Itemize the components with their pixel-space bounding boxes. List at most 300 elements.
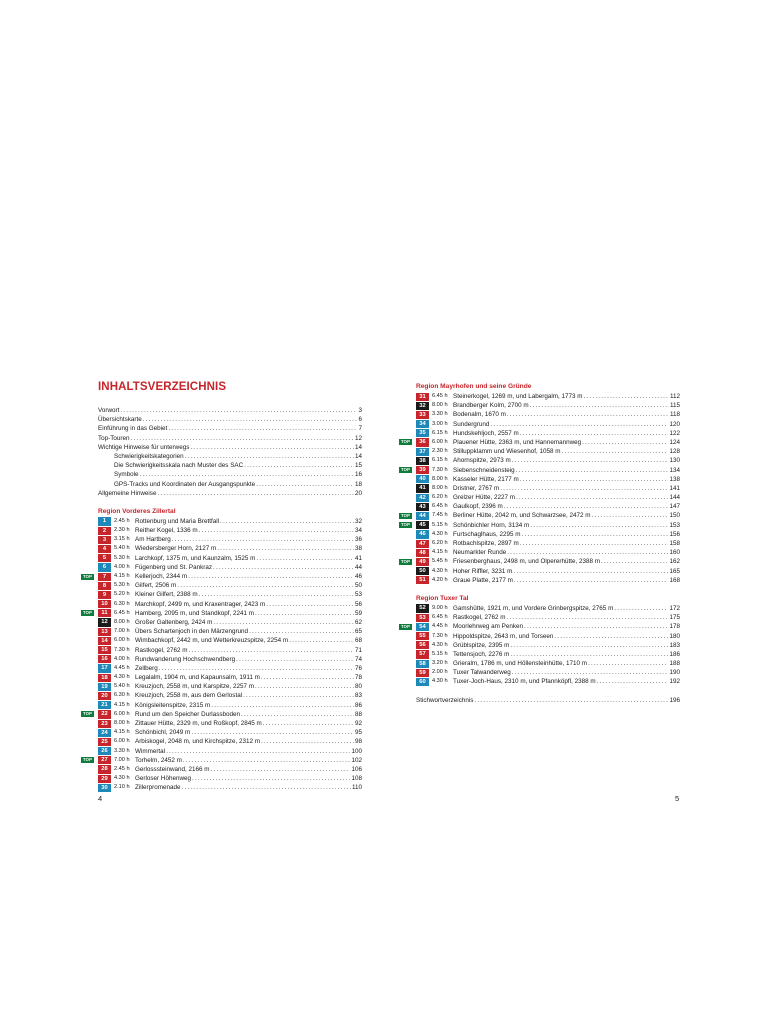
leader-dots	[507, 548, 668, 557]
tour-name: Sundergrund	[453, 420, 490, 428]
tour-name: Am Hartberg	[135, 536, 171, 544]
tour-number: 27	[98, 756, 111, 764]
tour-entry[interactable]	[401, 622, 680, 631]
toc-entry[interactable]	[416, 696, 680, 705]
tour-entry[interactable]	[416, 429, 680, 438]
tour-name: Rotbachlspitze, 2897 m	[453, 540, 519, 547]
tour-duration: 8.00 h	[432, 402, 448, 409]
tour-duration: 8.00 h	[432, 484, 448, 491]
tour-number: 17	[98, 664, 111, 672]
tour-number: 15	[98, 646, 111, 654]
tour-entry[interactable]	[98, 682, 362, 691]
top-tour-badge: TOP	[401, 522, 411, 528]
tour-number: 46	[416, 530, 429, 538]
leader-dots	[177, 581, 354, 590]
tour-name: Rundwanderung Hochschwendberg	[135, 655, 236, 663]
tour-name: Legalalm, 1904 m, und Kapaunsalm, 1911 m	[135, 674, 260, 682]
leader-dots	[211, 701, 354, 710]
tour-number: 33	[416, 411, 429, 419]
tour-name: Rastkogel, 2762 m	[135, 646, 188, 654]
tour-name: Wimbachkopf, 2442 m, und Wetterkreuzspitze, 2254 m	[135, 637, 289, 645]
tour-name: Torhelm, 2452 m	[135, 756, 182, 764]
tour-name: Plauener Hütte, 2363 m, und Hannemannweg	[453, 438, 582, 446]
tour-entry[interactable]	[98, 627, 362, 636]
leader-dots	[190, 443, 354, 452]
tour-name: Steinerkogel, 1269 m, und Labergalm, 1773 m	[453, 393, 583, 400]
tour-name: Hippoldspitze, 2643 m, und Torseen	[453, 632, 554, 640]
tour-entry[interactable]	[83, 756, 362, 765]
leader-dots	[255, 682, 354, 691]
tour-duration: 2.30 h	[432, 448, 448, 455]
tour-page: 160	[669, 549, 680, 557]
tour-page: 50	[354, 582, 362, 590]
tour-entry[interactable]	[401, 511, 680, 520]
tour-page: 190	[669, 669, 680, 677]
front-matter-list	[98, 406, 362, 498]
top-tour-badge: TOP	[401, 623, 411, 629]
tour-duration: 5.40 h	[114, 545, 130, 552]
tour-name: Furtschaglhaus, 2295 m	[453, 530, 521, 538]
tour-entry[interactable]	[416, 677, 680, 686]
tour-entry[interactable]	[98, 655, 362, 664]
toc-entry-label: Allgemeine Hinweise	[98, 489, 157, 497]
tour-duration: 7.30 h	[432, 466, 448, 473]
tour-name: Kleiner Gilfert, 2388 m	[135, 591, 198, 599]
toc-entry[interactable]	[98, 470, 362, 479]
tour-number: 39	[416, 466, 429, 474]
leader-dots	[249, 627, 354, 636]
tour-entry[interactable]	[401, 557, 680, 566]
region-tour-list	[401, 392, 680, 585]
tour-entry[interactable]	[98, 783, 362, 792]
leader-dots	[199, 526, 354, 535]
tour-number: 35	[416, 429, 429, 437]
region-title: Region Vorderes Zillertal	[98, 507, 176, 515]
toc-entry-label: Übersichtskarte	[98, 416, 142, 424]
tour-number: 42	[416, 494, 429, 502]
tour-name: Gerlosssteinwand, 2166 m	[135, 765, 210, 773]
tour-entry[interactable]	[98, 535, 362, 544]
tour-entry[interactable]	[83, 710, 362, 719]
toc-entry[interactable]	[98, 452, 362, 461]
tour-duration: 9.00 h	[432, 604, 448, 611]
region-tour-list	[401, 604, 680, 687]
tour-name: Hoher Riffler, 3231 m	[453, 567, 513, 575]
tour-name: Grelzer Hütte, 2227 m	[453, 494, 515, 502]
toc-entry[interactable]	[98, 480, 362, 489]
tour-entry[interactable]	[416, 475, 680, 484]
tour-entry[interactable]	[416, 613, 680, 622]
tour-duration: 4.20 h	[432, 576, 448, 583]
tour-duration: 5.30 h	[114, 554, 130, 561]
tour-entry[interactable]	[416, 548, 680, 557]
leader-dots	[261, 737, 354, 746]
tour-duration: 6.45 h	[432, 393, 448, 399]
tour-number: 10	[98, 600, 111, 608]
tour-entry[interactable]	[416, 539, 680, 548]
tour-number: 57	[416, 650, 429, 658]
leader-dots	[507, 613, 669, 622]
tour-entry[interactable]	[98, 673, 362, 682]
tour-entry[interactable]	[98, 646, 362, 655]
tour-duration: 8.00 h	[114, 720, 130, 726]
tour-page: 102	[351, 756, 362, 764]
tour-page: 34	[354, 527, 362, 535]
tour-number: 3	[98, 536, 111, 544]
tour-page: 98	[354, 738, 362, 746]
toc-entry-page: 12	[354, 434, 362, 442]
toc-entry-page: 14	[354, 443, 362, 451]
toc-entry-page: 3	[358, 407, 362, 414]
tour-number: 1	[98, 517, 111, 525]
tour-number: 44	[416, 512, 429, 520]
tour-entry[interactable]	[416, 493, 680, 502]
tour-page: 138	[669, 475, 680, 483]
tour-page: 62	[354, 618, 362, 626]
tour-duration: 5.20 h	[114, 591, 130, 598]
tour-page: 134	[669, 466, 680, 474]
tour-entry[interactable]	[98, 774, 362, 783]
tour-number: 52	[416, 604, 429, 612]
leader-dots	[188, 572, 354, 581]
top-tour-badge: TOP	[83, 757, 93, 763]
leader-dots	[211, 765, 351, 774]
tour-entry[interactable]	[98, 581, 362, 590]
tour-number: 45	[416, 521, 429, 529]
tour-page: 108	[351, 775, 362, 783]
tour-name: Arbiskogel, 2048 m, und Kirchspitze, 2312 m	[135, 738, 260, 746]
leader-dots	[530, 401, 669, 410]
tour-page: 92	[354, 720, 362, 727]
tour-number: 41	[416, 484, 429, 492]
tour-page: 183	[669, 641, 680, 649]
tour-entry[interactable]	[401, 466, 680, 475]
tour-entry[interactable]	[416, 668, 680, 677]
tour-name: Berliner Hütte, 2042 m, und Schwarzsee, 2472 m	[453, 512, 591, 520]
leader-dots	[588, 659, 668, 668]
tour-page: 178	[669, 623, 680, 631]
tour-page: 124	[669, 438, 680, 446]
tour-duration: 2.45 h	[114, 517, 130, 524]
tour-duration: 2.45 h	[114, 765, 130, 772]
tour-entry[interactable]	[416, 650, 680, 659]
tour-name: Bodenalm, 1670 m	[453, 411, 506, 419]
toc-entry[interactable]	[98, 489, 362, 498]
tour-entry[interactable]	[83, 609, 362, 618]
tour-entry[interactable]	[416, 659, 680, 668]
tour-duration: 8.00 h	[114, 618, 130, 625]
leader-dots	[584, 392, 669, 401]
leader-dots	[199, 590, 354, 599]
tour-page: 158	[669, 540, 680, 547]
tour-page: 59	[354, 609, 362, 617]
tour-entry[interactable]	[416, 632, 680, 641]
leader-dots	[561, 447, 668, 456]
tour-name: Reither Kogel, 1336 m	[135, 527, 198, 535]
tour-duration: 5.15 h	[432, 521, 448, 528]
tour-page: 180	[669, 632, 680, 640]
tour-entry[interactable]	[416, 576, 680, 585]
tour-number: 53	[416, 614, 429, 622]
tour-page: 71	[354, 646, 362, 654]
tour-page: 46	[354, 573, 362, 580]
leader-dots	[183, 756, 351, 765]
tour-name: Kellerjoch, 2344 m	[135, 573, 188, 580]
tour-page: 74	[354, 655, 362, 663]
tour-name: Ahornspitze, 2973 m	[453, 457, 511, 465]
tour-entry[interactable]	[416, 420, 680, 429]
tour-entry[interactable]	[98, 747, 362, 756]
top-tour-badge: TOP	[83, 610, 93, 616]
tour-number: 55	[416, 632, 429, 640]
tour-page: 68	[354, 637, 362, 645]
leader-dots	[131, 434, 354, 443]
leader-dots	[490, 420, 668, 429]
tour-duration: 6.45 h	[432, 503, 448, 510]
toc-entry[interactable]	[98, 461, 362, 470]
tour-duration: 5.40 h	[114, 683, 130, 690]
tour-entry[interactable]	[98, 563, 362, 572]
leader-dots	[189, 646, 354, 655]
tour-duration: 4.00 h	[114, 563, 130, 570]
tour-name: Stilluppklamm und Wiesenhof, 1058 m	[453, 448, 561, 456]
toc-left-column	[83, 380, 362, 793]
leader-dots	[157, 489, 354, 498]
tour-duration: 5.45 h	[432, 558, 448, 565]
tour-page: 141	[669, 484, 680, 492]
tour-duration: 4.15 h	[432, 549, 448, 556]
tour-duration: 5.15 h	[432, 650, 448, 657]
top-tour-badge: TOP	[401, 467, 411, 472]
tour-page: 110	[351, 784, 362, 792]
tour-entry[interactable]	[416, 530, 680, 539]
tour-page: 41	[354, 554, 362, 562]
tour-number: 37	[416, 448, 429, 456]
tour-entry[interactable]	[98, 719, 362, 728]
tour-page: 186	[669, 650, 680, 658]
tour-name: Gerloser Höhenweg	[135, 775, 192, 783]
tour-number: 36	[416, 438, 429, 446]
tour-number: 50	[416, 567, 429, 575]
tour-entry[interactable]	[98, 664, 362, 673]
tour-name: Fügenberg und St. Pankraz	[135, 563, 213, 571]
tour-entry[interactable]	[98, 554, 362, 563]
tour-name: Rund um den Speicher Durlassboden	[135, 710, 241, 718]
tour-number: 23	[98, 720, 111, 728]
tour-entry[interactable]	[98, 544, 362, 553]
leader-dots	[266, 600, 354, 609]
tour-name: Gilfert, 2506 m	[135, 582, 177, 590]
tour-duration: 7.45 h	[432, 512, 448, 519]
tour-entry[interactable]	[98, 526, 362, 535]
tour-duration: 7.00 h	[114, 756, 130, 763]
leader-dots	[513, 567, 668, 576]
top-tour-badge: TOP	[401, 512, 411, 518]
tour-number: 40	[416, 475, 429, 483]
top-tour-badge: TOP	[401, 439, 411, 445]
leader-dots	[255, 609, 354, 618]
leader-dots	[597, 677, 669, 686]
tour-page: 168	[669, 576, 680, 584]
tour-page: 115	[669, 402, 680, 410]
tour-number: 34	[416, 420, 429, 428]
tour-page: 162	[669, 558, 680, 566]
tour-entry[interactable]	[416, 447, 680, 456]
tour-duration: 4.30 h	[432, 530, 448, 537]
leader-dots	[159, 664, 354, 673]
tour-page: 76	[354, 664, 362, 672]
tour-entry[interactable]	[98, 636, 362, 645]
tour-entry[interactable]	[416, 641, 680, 650]
tour-page: 38	[354, 545, 362, 553]
tour-entry[interactable]	[416, 410, 680, 419]
tour-page: 118	[669, 411, 680, 419]
tour-name: Siebenschneidensteig	[453, 466, 515, 474]
tour-entry[interactable]	[98, 728, 362, 737]
tour-number: 12	[98, 618, 111, 626]
tour-name: Friesenberghaus, 2498 m, und Olpererhütte, 2388 m	[453, 558, 601, 566]
toc-entry-page: 14	[354, 452, 362, 460]
tour-entry[interactable]	[98, 618, 362, 627]
toc-entry[interactable]	[98, 415, 362, 424]
tour-name: Wiedersberger Horn, 2127 m	[135, 545, 217, 553]
leader-dots	[516, 466, 669, 475]
tour-duration: 4.30 h	[114, 674, 130, 681]
tour-page: 144	[669, 494, 680, 502]
tour-entry[interactable]	[416, 456, 680, 465]
tour-entry[interactable]	[401, 438, 680, 447]
tour-entry[interactable]	[416, 401, 680, 410]
tour-name: Tuxer Talwanderweg	[453, 669, 511, 677]
leader-dots	[241, 710, 354, 719]
tour-duration: 6.20 h	[432, 540, 448, 546]
toc-entry-page: 18	[354, 480, 362, 488]
tour-number: 25	[98, 738, 111, 746]
tour-number: 30	[98, 784, 111, 792]
leader-dots	[192, 774, 350, 783]
tour-number: 13	[98, 628, 111, 636]
tour-entry[interactable]	[98, 691, 362, 700]
tour-duration: 6.30 h	[114, 692, 130, 699]
tour-name: Rastkogel, 2762 m	[453, 614, 506, 622]
tour-name: Schönbichler Horn, 3134 m	[453, 521, 530, 529]
toc-entry-page: 20	[354, 489, 362, 497]
toc-entry-page: 6	[358, 416, 362, 424]
tour-page: 112	[669, 393, 680, 400]
tour-page: 56	[354, 600, 362, 608]
leader-dots	[614, 604, 668, 613]
tour-duration: 4.15 h	[114, 573, 130, 579]
leader-dots	[512, 456, 669, 465]
tour-number: 9	[98, 591, 111, 599]
back-matter-list	[416, 696, 680, 705]
leader-dots	[140, 470, 354, 479]
tour-entry[interactable]	[416, 604, 680, 613]
tour-duration: 3.15 h	[114, 536, 130, 543]
tour-page: 147	[669, 503, 680, 511]
toc-right-column	[401, 382, 680, 705]
tour-number: 19	[98, 683, 111, 691]
tour-number: 4	[98, 545, 111, 553]
toc-entry-page: 196	[669, 696, 680, 704]
leader-dots	[185, 452, 354, 461]
tour-entry[interactable]	[98, 737, 362, 746]
leader-dots	[256, 554, 354, 563]
tour-number: 56	[416, 641, 429, 649]
tour-entry[interactable]	[416, 567, 680, 576]
leader-dots	[236, 655, 354, 664]
tour-name: Gamshütte, 1921 m, und Vordere Grinbergspitze, 2765 m	[453, 604, 614, 612]
tour-entry[interactable]	[98, 600, 362, 609]
tour-page: 150	[669, 512, 680, 520]
tour-name: Grieralm, 1786 m, und Höllensteinhütte, 1710 m	[453, 660, 588, 668]
tour-page: 128	[669, 448, 680, 456]
tour-duration: 7.00 h	[114, 628, 130, 635]
tour-entry[interactable]	[401, 521, 680, 530]
leader-dots	[256, 480, 354, 489]
leader-dots	[514, 576, 669, 585]
tour-duration: 3.30 h	[432, 411, 448, 418]
tour-number: 2	[98, 527, 111, 535]
tour-number: 51	[416, 576, 429, 584]
tour-entry[interactable]	[416, 502, 680, 511]
tour-page: 175	[669, 614, 680, 622]
tour-entry[interactable]	[83, 572, 362, 581]
tour-name: Larchkopf, 1375 m, und Kaunzalm, 1525 m	[135, 554, 256, 562]
tour-duration: 6.45 h	[432, 614, 448, 621]
leader-dots	[530, 521, 668, 530]
tour-entry[interactable]	[416, 484, 680, 493]
leader-dots	[213, 618, 354, 627]
leader-dots	[507, 410, 669, 419]
leader-dots	[172, 535, 354, 544]
tour-number: 5	[98, 554, 111, 562]
tour-page: 156	[669, 530, 680, 538]
tour-number: 16	[98, 655, 111, 663]
page-number-left: 4	[98, 794, 103, 803]
tour-duration: 6.00 h	[114, 738, 130, 745]
tour-page: 65	[354, 628, 362, 636]
leader-dots	[474, 696, 668, 705]
tour-entry[interactable]	[98, 701, 362, 710]
tour-name: Grüblspitze, 2395 m	[453, 641, 510, 649]
page-number-right: 5	[675, 794, 680, 803]
tour-name: Kreuzjoch, 2558 m, und Karspitze, 2257 m	[135, 683, 255, 691]
tour-name: Hundskehljoch, 2557 m	[453, 429, 519, 437]
leader-dots	[120, 406, 357, 415]
leader-dots	[510, 641, 668, 650]
tour-duration: 7.30 h	[114, 646, 130, 653]
tour-entry[interactable]	[416, 392, 680, 401]
leader-dots	[191, 728, 354, 737]
tour-entry[interactable]	[98, 517, 362, 526]
tour-duration: 3.00 h	[432, 420, 448, 427]
leader-dots	[504, 502, 669, 511]
toc-entry[interactable]	[98, 424, 362, 433]
tour-page: 106	[351, 765, 362, 773]
toc-entry[interactable]	[98, 434, 362, 443]
tour-entry[interactable]	[98, 590, 362, 599]
toc-entry[interactable]	[98, 406, 362, 415]
leader-dots	[261, 673, 354, 682]
leader-dots	[601, 557, 668, 566]
tour-page: 86	[354, 701, 362, 709]
tour-entry[interactable]	[98, 765, 362, 774]
tour-number: 8	[98, 582, 111, 590]
leader-dots	[168, 424, 357, 433]
toc-entry[interactable]	[98, 443, 362, 452]
tour-duration: 6.00 h	[114, 710, 130, 717]
